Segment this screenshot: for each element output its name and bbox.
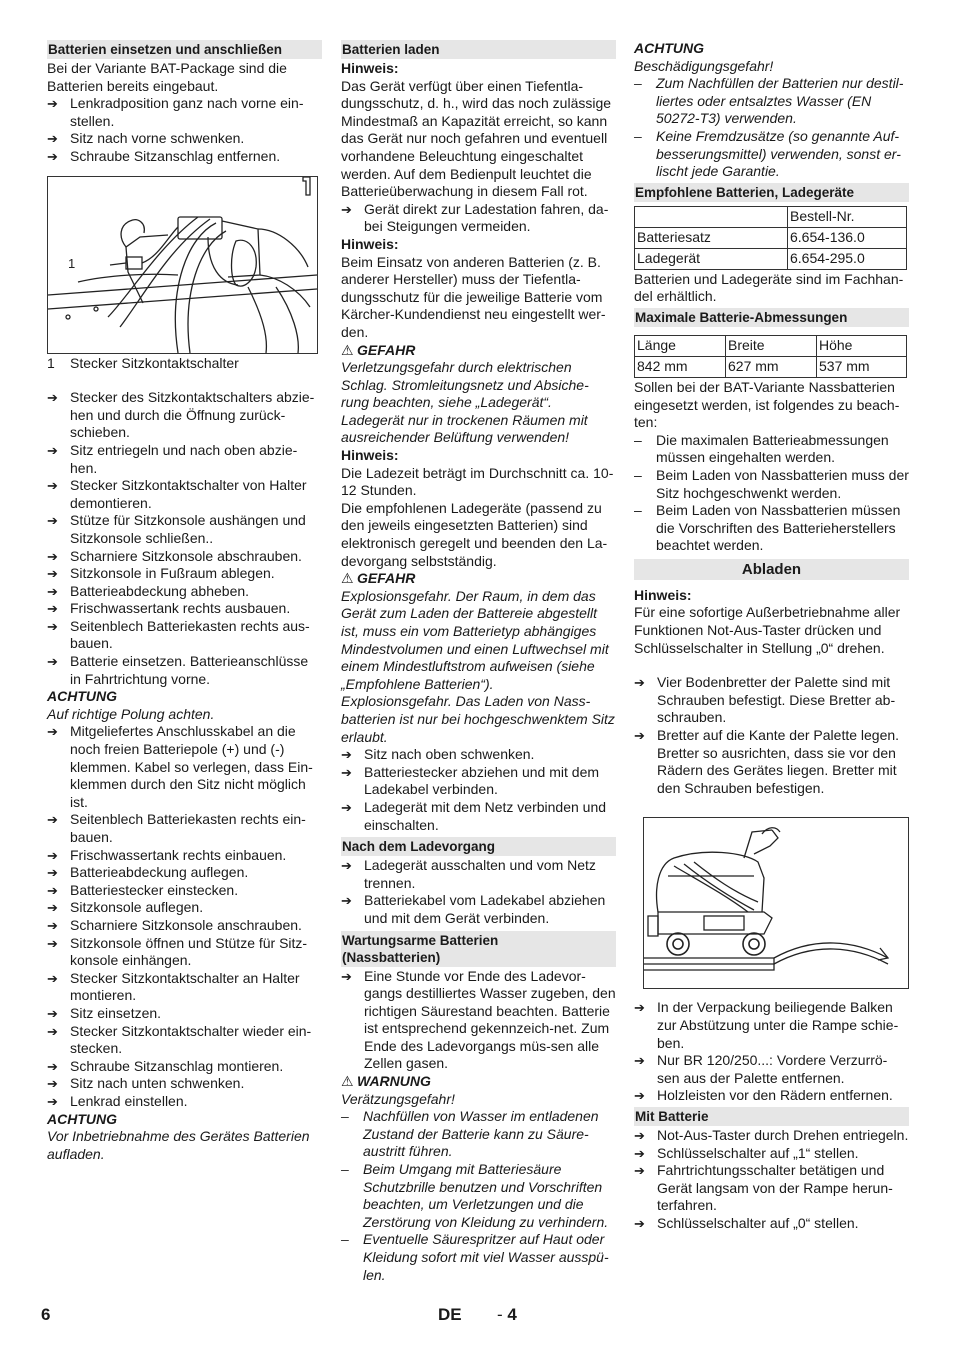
dash-item: [634, 432, 909, 467]
step-item: [47, 1093, 322, 1111]
warning-triangle-icon: ⚠: [341, 1073, 354, 1090]
step-text: Frischwassertank rechts ausbauen.: [70, 600, 291, 617]
hint-label: Hinweis:: [341, 235, 399, 252]
achtung-text: Beschädigungsgefahr!: [634, 57, 774, 74]
hint-label: Hinweis:: [341, 447, 399, 464]
gefahr-label: ⚠ GEFAHR: [341, 341, 416, 358]
table-header-cell: Breite: [726, 335, 817, 356]
arrow-icon: ➔: [341, 201, 352, 217]
step-item: [341, 799, 616, 834]
step-text: Nur BR 120/250...: Vordere Verzurrö-sen aus der Palette entfernen.: [657, 1052, 888, 1086]
dash-text: Eventuelle Säurespritzer auf Haut oder Kleidung sofort mit viel Wasser ausspü-len.: [363, 1231, 609, 1283]
step-text: Schlüsselschalter auf „0“ stellen.: [657, 1214, 859, 1231]
step-item: [47, 148, 322, 166]
battery-order-table: [634, 206, 907, 270]
step-text: Sitz einsetzen.: [70, 1004, 162, 1021]
table-cell: 627 mm: [726, 356, 817, 377]
dash-list: [341, 1108, 616, 1284]
arrow-icon: ➔: [341, 893, 352, 909]
step-text: Sitz nach unten schwenken.: [70, 1075, 245, 1092]
seat-contact-illustration: [48, 177, 317, 353]
figure-caption: [47, 355, 322, 373]
step-text: Bretter auf die Kante der Palette legen. Bretter so ausrichten, dass sie vor den Rädern des Gerätes liegen. Bretter mit den Schrauben befestigen.: [657, 727, 900, 796]
column-3: [634, 40, 909, 1233]
hint-text: Beim Einsatz von anderen Batterien (z. B. anderer Hersteller) muss der Tiefentla-dungsschutz für die jeweilige Batterie vom Kärcher-Kundendienst neu eingestellt wer-den.: [341, 253, 606, 340]
table-cell: 842 mm: [635, 356, 726, 377]
step-text: Sitzkonsole auflegen.: [70, 899, 204, 916]
step-item: [341, 968, 616, 1074]
step-text: Sitzkonsole öffnen und Stütze für Sitz-konsole einhängen.: [70, 934, 308, 969]
step-text: Sitz nach oben schwenken.: [364, 746, 535, 763]
step-text: Gerät direkt zur Ladestation fahren, da-bei Steigungen vermeiden.: [364, 200, 609, 235]
achtung-text: Auf richtige Polung achten.: [47, 705, 215, 722]
step-text: Seitenblech Batteriekasten rechts aus-bauen.: [70, 617, 310, 652]
arrow-icon: ➔: [634, 1000, 645, 1016]
arrow-icon: ➔: [47, 148, 58, 164]
arrow-icon: ➔: [341, 799, 352, 815]
arrow-icon: ➔: [47, 513, 58, 529]
step-item: [47, 970, 322, 1005]
step-item: [341, 764, 616, 799]
arrow-icon: ➔: [47, 390, 58, 406]
arrow-icon: ➔: [634, 1145, 645, 1161]
step-text: Schraube Sitzanschlag entfernen.: [70, 147, 281, 164]
arrow-icon: ➔: [47, 583, 58, 599]
step-list: [634, 999, 909, 1105]
arrow-icon: ➔: [634, 1088, 645, 1104]
step-item: [341, 201, 616, 236]
warnung-label: ⚠ WARNUNG: [341, 1073, 431, 1090]
arrow-icon: ➔: [47, 601, 58, 617]
arrow-icon: ➔: [47, 812, 58, 828]
step-text: Fahrtrichtungsschalter betätigen und Gerät langsam von der Rampe herun-terfahren.: [657, 1162, 893, 1214]
step-item: [47, 565, 322, 583]
seat-contact-figure: [47, 176, 318, 354]
step-text: Vier Bodenbretter der Palette sind mit Schrauben befestigt. Diese Bretter ab-schrauben.: [657, 674, 896, 726]
dash-item: [341, 1161, 616, 1231]
table-row: [635, 248, 907, 269]
step-item: [47, 723, 322, 811]
step-text: Stecker Sitzkontaktschalter an Halter montieren.: [70, 969, 300, 1004]
arrow-icon: ➔: [341, 747, 352, 763]
hint-label: Hinweis:: [341, 60, 399, 76]
arrow-icon: ➔: [47, 442, 58, 458]
step-text: Batterie einsetzen. Batterieanschlüsse in Fahrtrichtung vorne.: [70, 653, 309, 687]
arrow-icon: ➔: [341, 764, 352, 780]
step-item: [47, 512, 322, 547]
dash-bullet: –: [341, 1108, 349, 1125]
table-cell: 6.654-295.0: [788, 248, 907, 269]
column-2: [341, 40, 616, 1284]
step-text: Frischwassertank rechts einbauen.: [70, 846, 287, 863]
step-item: [47, 1058, 322, 1076]
caption-number: 1: [47, 354, 55, 371]
step-text: Batteriekabel vom Ladekabel abziehen und mit dem Gerät verbinden.: [364, 892, 606, 926]
arrow-icon: ➔: [47, 970, 58, 986]
step-item: [47, 653, 322, 688]
step-item: [47, 917, 322, 935]
dash-item: [634, 128, 909, 181]
step-text: Stecker Sitzkontaktschalter von Halter demontieren.: [70, 477, 307, 511]
dash-list: [634, 432, 909, 555]
step-text: Scharniere Sitzkonsole anschrauben.: [70, 916, 302, 933]
table-header-cell: Länge: [635, 335, 726, 356]
unloading-figure: [643, 817, 909, 989]
table-cell: 537 mm: [817, 356, 907, 377]
dash-item: [341, 1231, 616, 1284]
dash-text: Zum Nachfüllen der Batterien nur destil-liertes oder entsalztes Wasser (EN 50272-T3) verwenden.: [656, 75, 904, 127]
arrow-icon: ➔: [47, 618, 58, 634]
arrow-icon: ➔: [47, 1076, 58, 1092]
step-item: [47, 95, 322, 130]
step-text: Sitzkonsole in Fußraum ablegen.: [70, 565, 275, 582]
step-list: [634, 674, 909, 797]
step-text: Batterieabdeckung auflegen.: [70, 864, 249, 881]
step-item: [47, 864, 322, 882]
step-text: Sitz entriegeln und nach oben abzie-hen.: [70, 441, 298, 476]
hint-text: Für eine sofortige Außerbetriebnahme aller Funktionen Not-Aus-Taster drücken und Schlüsselschalter in Stellung „0“ drehen.: [634, 604, 901, 656]
section-heading: Batterien laden: [341, 40, 616, 59]
dash-item: [634, 502, 909, 555]
step-item: [47, 811, 322, 846]
step-item: [47, 1023, 322, 1058]
step-item: [47, 548, 322, 566]
step-text: In der Verpackung beiliegende Balken zur Abstützung unter die Rampe schie-ben.: [657, 999, 899, 1051]
step-item: [47, 130, 322, 148]
achtung-label: ACHTUNG: [634, 40, 704, 56]
arrow-icon: ➔: [47, 1023, 58, 1039]
dash-bullet: –: [634, 502, 642, 519]
table-note: Batterien und Ladegeräte sind im Fachhan-del erhältlich.: [634, 270, 904, 305]
unloading-illustration: [644, 818, 908, 988]
step-list: [341, 746, 616, 834]
dash-text: Nachfüllen von Wasser im entladenen Zustand der Batterie kann zu Säure-austritt führen.: [363, 1108, 599, 1160]
gefahr-label: ⚠ GEFAHR: [341, 570, 416, 587]
step-text: Schlüsselschalter auf „1“ stellen.: [657, 1144, 859, 1161]
section-heading: Abladen: [634, 559, 909, 580]
caption-text: Stecker Sitzkontaktschalter: [70, 354, 239, 371]
table-cell: 6.654-136.0: [788, 227, 907, 248]
table-header-cell: [635, 206, 788, 227]
wet-battery-intro: Sollen bei der BAT-Variante Nassbatterien eingesetzt werden, ist folgendes zu beach-ten:: [634, 378, 900, 431]
step-list: [47, 95, 322, 165]
arrow-icon: ➔: [47, 548, 58, 564]
arrow-icon: ➔: [47, 865, 58, 881]
warnung-text: Verätzungsgefahr!: [341, 1090, 455, 1107]
hint-text: Die Ladezeit beträgt im Durchschnitt ca. 10-12 Stunden.: [341, 464, 614, 499]
dash-bullet: –: [634, 127, 642, 144]
dash-bullet: –: [634, 431, 642, 448]
achtung-label: ACHTUNG: [47, 688, 117, 705]
arrow-icon: ➔: [47, 900, 58, 916]
table-cell: Batteriesatz: [635, 227, 788, 248]
warning-triangle-icon: ⚠: [341, 570, 354, 587]
arrow-icon: ➔: [47, 478, 58, 494]
step-list: [47, 389, 322, 688]
hint-text: Das Gerät verfügt über einen Tiefentla-dungsschutz, d. h., wird das noch zulässige Mindestmaß an Kapazität erreicht, so kann das Gerät nur noch gefahren und eventuell vorhandene Beleuchtung eingeschaltet werden. Auf dem Bedienpult leuchtet die Batterieüberwachung in diesem Fall rot.: [341, 77, 612, 200]
dash-bullet: –: [634, 466, 642, 483]
section-heading: Batterien einsetzen und anschließen: [47, 40, 322, 59]
step-item: [341, 746, 616, 764]
step-item: [634, 1162, 909, 1215]
step-text: Stecker des Sitzkontaktschalters abzie-hen und durch die Öffnung zurück-schieben.: [70, 389, 315, 441]
arrow-icon: ➔: [47, 882, 58, 898]
step-item: [47, 1005, 322, 1023]
achtung-label: ACHTUNG: [47, 1110, 117, 1127]
achtung-text: Vor Inbetriebnahme des Gerätes Batterien aufladen.: [47, 1128, 310, 1162]
dash-item: [634, 467, 909, 502]
column-1: [47, 40, 322, 1163]
dash-text: Beim Laden von Nassbatterien muss der Sitz hochgeschwenkt werden.: [656, 466, 909, 501]
battery-dimensions-table: [634, 335, 907, 378]
step-text: Eine Stunde vor Ende des Ladevor-gangs destilliertes Wasser zugeben, den richtigen Säurestand beachten. Batterie ist entsprechend gekennzeich-net. Zum Ende des Ladevorgangs müs-sen alle Zellen gasen.: [364, 967, 616, 1072]
section-heading: Nach dem Ladevorgang: [341, 837, 616, 856]
arrow-icon: ➔: [634, 728, 645, 744]
step-text: Ladegerät mit dem Netz verbinden und einschalten.: [364, 798, 607, 833]
step-text: Schraube Sitzanschlag montieren.: [70, 1057, 284, 1074]
step-text: Batteriestecker einstecken.: [70, 881, 239, 898]
arrow-icon: ➔: [341, 858, 352, 874]
warning-triangle-icon: ⚠: [341, 341, 354, 358]
step-item: [341, 892, 616, 927]
step-item: [634, 1127, 909, 1145]
step-item: [47, 600, 322, 618]
step-item: [634, 674, 909, 727]
dash-text: Beim Laden von Nassbatterien müssen die Vorschriften des Batterieherstellers beachtet werden.: [656, 502, 901, 554]
step-list: [47, 723, 322, 1110]
step-text: Seitenblech Batteriekasten rechts ein-bauen.: [70, 811, 306, 845]
arrow-icon: ➔: [634, 1127, 645, 1143]
dash-bullet: –: [341, 1231, 349, 1248]
arrow-icon: ➔: [47, 847, 58, 863]
dash-item: [634, 75, 909, 128]
arrow-icon: ➔: [47, 724, 58, 740]
dash-item: [341, 1108, 616, 1161]
step-text: Holzleisten vor den Rädern entfernen.: [657, 1087, 893, 1104]
intro-text: Bei der Variante BAT-Package sind die Batterien bereits eingebaut.: [47, 60, 287, 94]
table-header-cell: Höhe: [817, 335, 907, 356]
arrow-icon: ➔: [47, 654, 58, 670]
step-text: Batteriestecker abziehen und mit dem Ladekabel verbinden.: [364, 763, 600, 798]
arrow-icon: ➔: [47, 96, 58, 112]
dash-text: Die maximalen Batterieabmessungen müssen eingehalten werden.: [656, 431, 889, 466]
arrow-icon: ➔: [634, 1163, 645, 1179]
step-text: Stütze für Sitzkonsole aushängen und Sitzkonsole schließen..: [70, 512, 306, 546]
step-list: [341, 857, 616, 927]
arrow-icon: ➔: [47, 566, 58, 582]
arrow-icon: ➔: [47, 935, 58, 951]
gefahr-text: Verletzungsgefahr durch elektrischen Schlag. Stromleitungsnetz und Absiche-rung beachten, siehe „Ladegerät“. Ladegerät nur in trockenen Räumen mit ausreichender Belüftung verwenden!: [341, 359, 589, 446]
dash-text: Keine Fremdzusätze (so genannte Auf-besserungsmittel) verwenden, sonst er-lischt jede Garantie.: [656, 127, 901, 180]
section-heading: Maximale Batterie-Abmessungen: [634, 308, 909, 327]
step-item: [47, 389, 322, 442]
step-item: [47, 882, 322, 900]
arrow-icon: ➔: [341, 968, 352, 984]
step-item: [47, 847, 322, 865]
table-header-cell: Bestell-Nr.: [788, 206, 907, 227]
dash-bullet: –: [634, 75, 642, 92]
step-text: Lenkrad einstellen.: [70, 1092, 188, 1109]
arrow-icon: ➔: [634, 1215, 645, 1231]
step-item: [47, 935, 322, 970]
dash-bullet: –: [341, 1161, 349, 1178]
step-item: [634, 1052, 909, 1087]
hint-label: Hinweis:: [634, 586, 692, 603]
section-heading: Mit Batterie: [634, 1107, 909, 1126]
step-list: [634, 1127, 909, 1233]
figure-callout: 1: [68, 255, 76, 271]
page-number: 6: [41, 1305, 51, 1324]
arrow-icon: ➔: [47, 131, 58, 147]
step-text: Not-Aus-Taster durch Drehen entriegeln.: [657, 1126, 909, 1143]
step-item: [634, 999, 909, 1052]
step-item: [47, 618, 322, 653]
step-item: [634, 1145, 909, 1163]
table-header-row: [635, 206, 907, 227]
step-item: [47, 899, 322, 917]
arrow-icon: ➔: [47, 917, 58, 933]
section-heading: Empfohlene Batterien, Ladegeräte: [634, 183, 909, 202]
step-text: Stecker Sitzkontaktschalter wieder ein-stecken.: [70, 1022, 312, 1057]
step-item: [47, 583, 322, 601]
step-item: [47, 442, 322, 477]
arrow-icon: ➔: [634, 1053, 645, 1069]
sub-page-number: - 4: [497, 1305, 517, 1324]
step-text: Batterieabdeckung abheben.: [70, 582, 250, 599]
step-text: Scharniere Sitzkonsole abschrauben.: [70, 547, 302, 564]
step-item: [47, 1075, 322, 1093]
gefahr-text: Explosionsgefahr. Der Raum, in dem das Gerät zum Laden der Battereie abgestellt ist, muss ein vom Batterietyp abhängiges Mindestvolumen und einen Luftwechsel mit einem Mindestluftstrom aufweisen (siehe „Empfohlene Batterien“).: [341, 587, 609, 692]
table-cell: Ladegerät: [635, 248, 788, 269]
step-item: [634, 1087, 909, 1105]
step-text: Ladegerät ausschalten und vom Netz trennen.: [364, 857, 596, 891]
table-header-row: [635, 335, 907, 356]
dash-text: Beim Umgang mit Batteriesäure Schutzbrille benutzen und Vorschriften beachten, um Verletzungen und die Zerstörung von Kleidung zu verhindern.: [363, 1161, 609, 1230]
arrow-icon: ➔: [47, 1058, 58, 1074]
arrow-icon: ➔: [47, 1005, 58, 1021]
step-item: [341, 857, 616, 892]
step-text: Lenkradposition ganz nach vorne ein-stellen.: [70, 95, 304, 129]
section-heading: Wartungsarme Batterien (Nassbatterien): [341, 931, 616, 967]
step-text: Sitz nach vorne schwenken.: [70, 130, 245, 147]
language-code: DE: [438, 1305, 462, 1324]
hint-text: Die empfohlenen Ladegeräte (passend zu den jeweils eingesetzten Batterien) sind elektronisch geregelt und beenden den La-devorgang selbstständig.: [341, 499, 608, 569]
step-item: [634, 1215, 909, 1233]
arrow-icon: ➔: [634, 675, 645, 691]
dash-list: [634, 75, 909, 181]
table-row: [635, 227, 907, 248]
step-item: [634, 727, 909, 797]
table-row: [635, 356, 907, 377]
arrow-icon: ➔: [47, 1093, 58, 1109]
step-item: [47, 477, 322, 512]
step-text: Mitgeliefertes Anschlusskabel an die noch freien Batteriepole (+) und (-) klemmen. Kabel so verlegen, dass Ein-klemmen durch den Sitz nicht möglich ist.: [70, 723, 313, 810]
gefahr-text: Explosionsgefahr. Das Laden von Nass-batterien ist nur bei hochgeschwenktem Sitz erlaubt.: [341, 693, 615, 745]
